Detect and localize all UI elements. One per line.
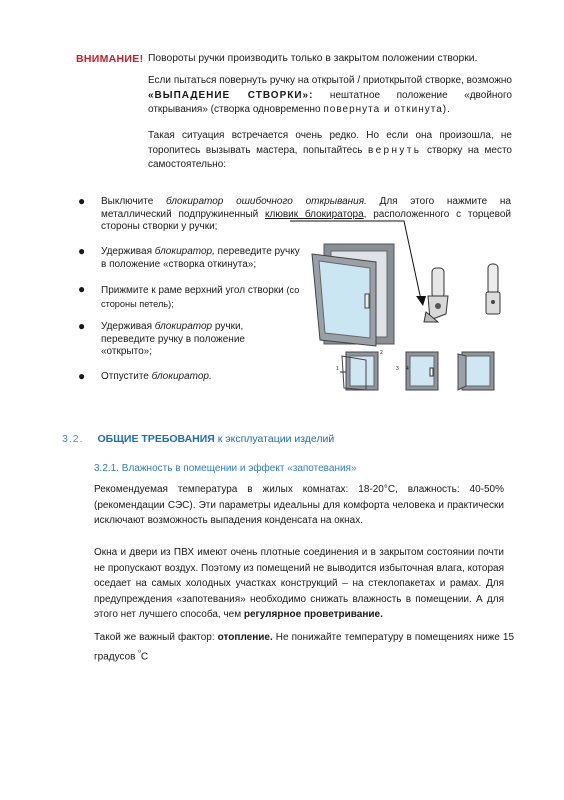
bullet-icon: ● [78, 194, 86, 208]
warning-text: Повороты ручки производить только в закрытом положении створки. [148, 53, 478, 64]
window-sequence-1 [340, 350, 384, 394]
warning-label: ВНИМАНИЕ! [76, 53, 144, 65]
section-heading: 3.2. ОБЩИЕ ТРЕБОВАНИЯ к эксплуатации изделий [62, 433, 335, 445]
figure-label-1: 1 [336, 366, 339, 372]
body-paragraph-3: Такой же важный фактор: отопление. Не понижайте температуру в помещениях ниже 15 градусов $^º$С [94, 632, 514, 662]
bullet-icon: ● [78, 369, 86, 383]
figure-label-2: 2 [380, 350, 383, 356]
body-paragraph-2: Окна и двери из ПВХ имеют очень плотные соединения и в закрытом состоянии почти не пропускают воздух. Поэтому из помещений не выводится избыточная влага, которая оседает на самых холодных участках конструкций – на стеклопакетах и рамах. Для предупреждения «запотевания» необходимо снижать влажность в помещении. А для этого нет лучшего способа, чем регулярное проветривание. [94, 547, 504, 620]
warning-paragraph-1: Если пытаться повернуть ручку на открытой / приоткрытой створке, возможно «ВЫПАДЕНИЕ СТВОРКИ»: нештатное положение «двойного открывания» (створка одновременно повернута и откинута). [148, 75, 512, 115]
warning-paragraph-2: Такая ситуация встречается очень редко. Но если она произошла, не торопитесь вызывать мастера, попытайтесь вернуть створку на место самостоятельно: [148, 130, 512, 170]
step-3: Прижмите к раме верхний угол створки (со стороны петель); [101, 285, 300, 309]
bullet-icon: ● [78, 282, 86, 296]
bullet-icon: ● [78, 244, 86, 258]
handle-side-icon [482, 264, 506, 316]
bullet-icon: ● [78, 319, 86, 333]
window-sequence-3 [456, 350, 500, 394]
step-4: Удерживая блокиратор ручки, переведите ручку в положение «открыто»; [101, 321, 245, 357]
step-5: Отпустите блокиратор. [101, 371, 212, 382]
body-paragraph-1: Рекомендуемая температура в жилых комнатах: 18-20°С, влажность: 40-50% (рекомендации СЭС). Эти параметры идеальны для комфорта человека и практически исключают возможность выпадения конденсата на окнах. [94, 484, 504, 526]
figure-label-3: 3 [396, 366, 399, 372]
step-1: Выключите блокиратор ошибочного открывания. Для этого нажмите на металлический подпружиненный клювик блокиратора, расположенного с торцевой стороны створки у ручки; [101, 196, 511, 232]
step-2: Удерживая блокиратор, переведите ручку в положение «створка откинута»; [101, 246, 300, 270]
handle-blocker-icon [418, 266, 458, 326]
subsection-heading: 3.2.1. Влажность в помещении и эффект «запотевания» [94, 463, 357, 474]
window-illustration [310, 244, 410, 349]
window-sequence-2 [400, 350, 444, 394]
figure-label-4: 4 [406, 366, 409, 372]
